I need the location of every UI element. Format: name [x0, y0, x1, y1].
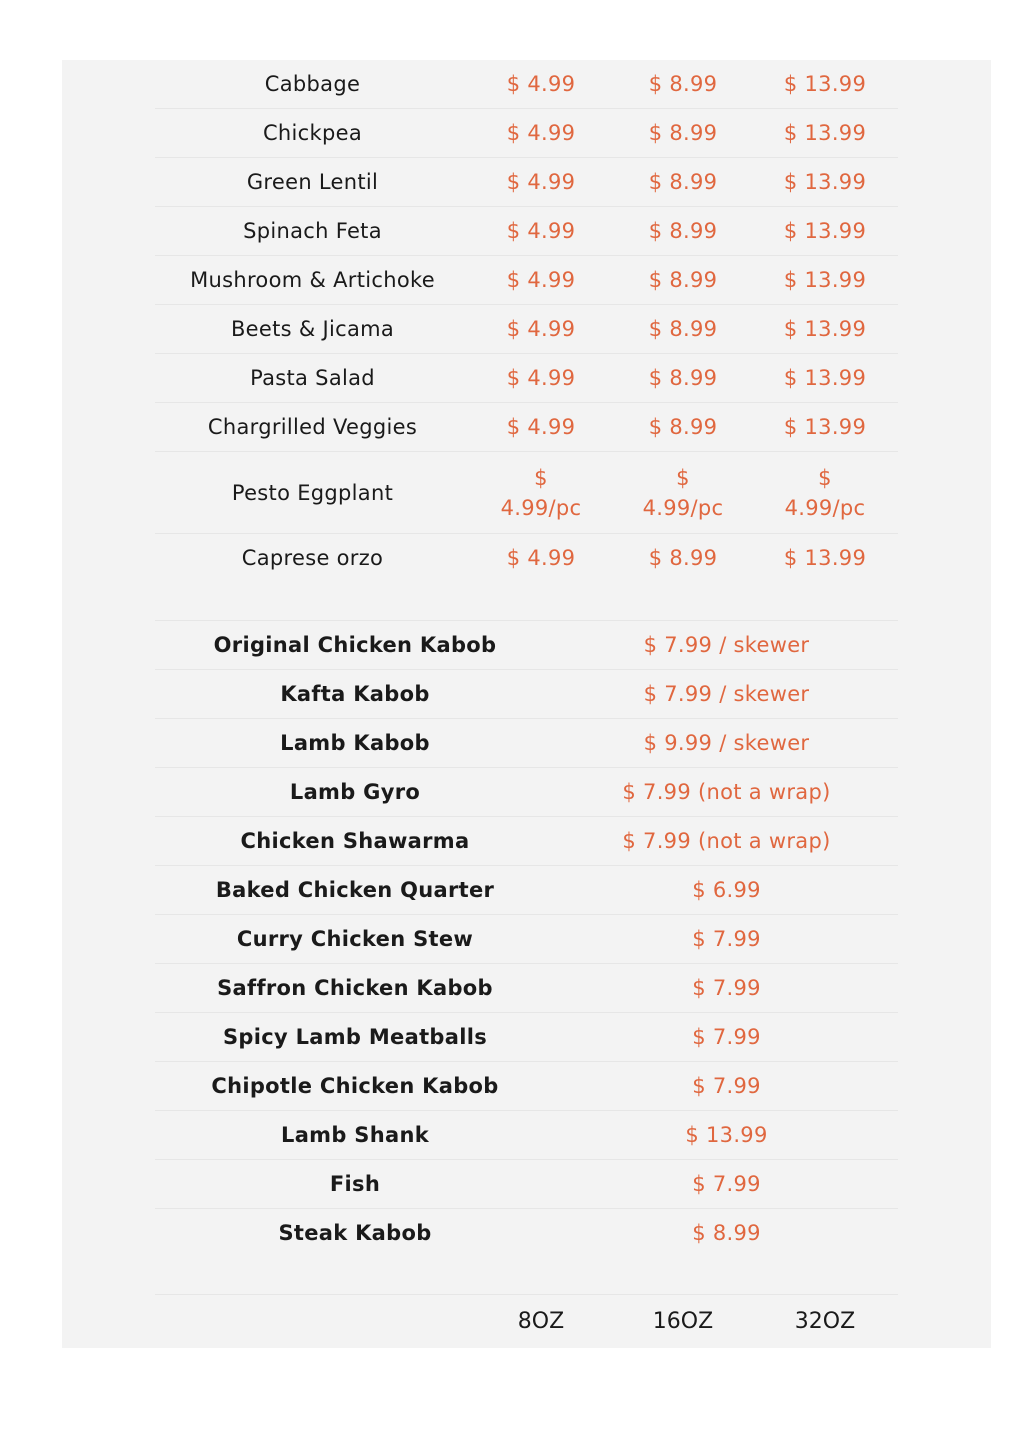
entree-row [155, 768, 898, 817]
salad-name: Pesto Eggplant [231, 480, 394, 505]
entree-name: Baked Chicken Quarter [215, 878, 495, 902]
entree-name: Curry Chicken Stew [236, 927, 474, 951]
salad-name: Cabbage [264, 72, 361, 96]
salad-row-chickpea [155, 109, 898, 158]
salad-name: Mushroom & Artichoke [190, 268, 435, 292]
entree-name: Lamb Kabob [280, 731, 430, 755]
price-currency: $ [676, 465, 690, 490]
entree-row [155, 964, 898, 1013]
entree-price: $ 13.99 [685, 1123, 768, 1147]
price-per-piece: 4.99/pc [500, 495, 582, 520]
price-16oz: $ 8.99 [648, 170, 718, 194]
entree-name: Steak Kabob [278, 1221, 432, 1245]
salad-name: Green Lentil [246, 170, 379, 194]
entree-name: Saffron Chicken Kabob [217, 976, 493, 1000]
entree-name: Kafta Kabob [280, 682, 430, 706]
entree-price: $ 7.99 (not a wrap) [622, 829, 831, 853]
entree-price: $ 9.99 / skewer [643, 731, 810, 755]
price-per-piece: 4.99/pc [784, 495, 866, 520]
price-32oz: $ 13.99 [783, 415, 867, 439]
price-32oz: $ 13.99 [783, 121, 867, 145]
salads-table [155, 60, 898, 582]
salad-row-green-lentil [155, 158, 898, 207]
price-8oz: $ 4.99 [506, 317, 576, 341]
price-16oz: $ 8.99 [648, 546, 718, 570]
entree-row [155, 1062, 898, 1111]
entree-row [155, 719, 898, 768]
salad-name: Caprese orzo [241, 546, 384, 570]
price-16oz: $ 8.99 [648, 366, 718, 390]
entree-price: $ 7.99 [692, 1025, 761, 1049]
price-16oz: $ 8.99 [648, 72, 718, 96]
salad-name: Chargrilled Veggies [207, 415, 418, 439]
price-32oz: $ 13.99 [783, 219, 867, 243]
entrees-table [155, 620, 898, 1257]
salad-name: Pasta Salad [250, 366, 375, 390]
price-32oz: $ 13.99 [783, 317, 867, 341]
price-per-piece: 4.99/pc [642, 495, 724, 520]
salad-row-pasta-salad [155, 354, 898, 403]
entree-price: $ 7.99 / skewer [643, 682, 810, 706]
price-8oz: $ 4.99 [506, 366, 576, 390]
price-16oz: $ 8.99 [648, 219, 718, 243]
price-32oz: $ 13.99 [783, 366, 867, 390]
entree-price: $ 7.99 [692, 1172, 761, 1196]
price-8oz: $ 4.99 [506, 268, 576, 292]
entree-price: $ 7.99 (not a wrap) [622, 780, 831, 804]
entree-price: $ 6.99 [692, 878, 761, 902]
price-8oz: $ 4.99 [506, 170, 576, 194]
entree-price: $ 7.99 / skewer [643, 633, 810, 657]
price-8oz: $ 4.99 [506, 121, 576, 145]
salad-row-spinach-feta [155, 207, 898, 256]
size-label-8oz: 8OZ [517, 1308, 565, 1334]
salad-name: Chickpea [262, 121, 363, 145]
salad-name: Beets & Jicama [230, 317, 395, 341]
price-32oz: $ 13.99 [783, 546, 867, 570]
price-currency: $ [534, 465, 548, 490]
salad-row-chargrilled-veggies [155, 403, 898, 452]
size-header-row [155, 1294, 898, 1347]
price-16oz: $ 8.99 [648, 415, 718, 439]
price-16oz [612, 463, 754, 523]
entree-price: $ 7.99 [692, 976, 761, 1000]
price-32oz [754, 463, 896, 523]
salad-row-pesto-eggplant [155, 452, 898, 534]
entree-row [155, 1013, 898, 1062]
entree-row [155, 1209, 898, 1257]
salad-row-caprese-orzo [155, 534, 898, 582]
entree-name: Spicy Lamb Meatballs [222, 1025, 488, 1049]
entree-row [155, 621, 898, 670]
entree-name: Chipotle Chicken Kabob [211, 1074, 499, 1098]
price-8oz: $ 4.99 [506, 72, 576, 96]
entree-row [155, 1160, 898, 1209]
entree-row [155, 670, 898, 719]
entree-row [155, 1111, 898, 1160]
price-8oz [470, 463, 612, 523]
entree-name: Lamb Gyro [289, 780, 421, 804]
price-8oz: $ 4.99 [506, 219, 576, 243]
entree-row [155, 866, 898, 915]
entree-name: Original Chicken Kabob [213, 633, 497, 657]
salad-row-cabbage [155, 60, 898, 109]
price-16oz: $ 8.99 [648, 268, 718, 292]
salad-name: Spinach Feta [243, 219, 382, 243]
salad-row-beets-jicama [155, 305, 898, 354]
price-16oz: $ 8.99 [648, 121, 718, 145]
entree-price: $ 8.99 [692, 1221, 761, 1245]
entree-price: $ 7.99 [692, 927, 761, 951]
salad-row-mushroom-artichoke [155, 256, 898, 305]
entree-row [155, 915, 898, 964]
price-8oz: $ 4.99 [506, 415, 576, 439]
entree-row [155, 817, 898, 866]
price-32oz: $ 13.99 [783, 72, 867, 96]
price-32oz: $ 13.99 [783, 170, 867, 194]
price-16oz: $ 8.99 [648, 317, 718, 341]
price-8oz: $ 4.99 [506, 546, 576, 570]
entree-name: Chicken Shawarma [240, 829, 470, 853]
price-32oz: $ 13.99 [783, 268, 867, 292]
size-label-32oz: 32OZ [794, 1308, 856, 1334]
entree-price: $ 7.99 [692, 1074, 761, 1098]
entree-name: Fish [329, 1172, 381, 1196]
entree-name: Lamb Shank [281, 1123, 429, 1147]
size-label-16oz: 16OZ [652, 1308, 714, 1334]
price-currency: $ [818, 465, 832, 490]
